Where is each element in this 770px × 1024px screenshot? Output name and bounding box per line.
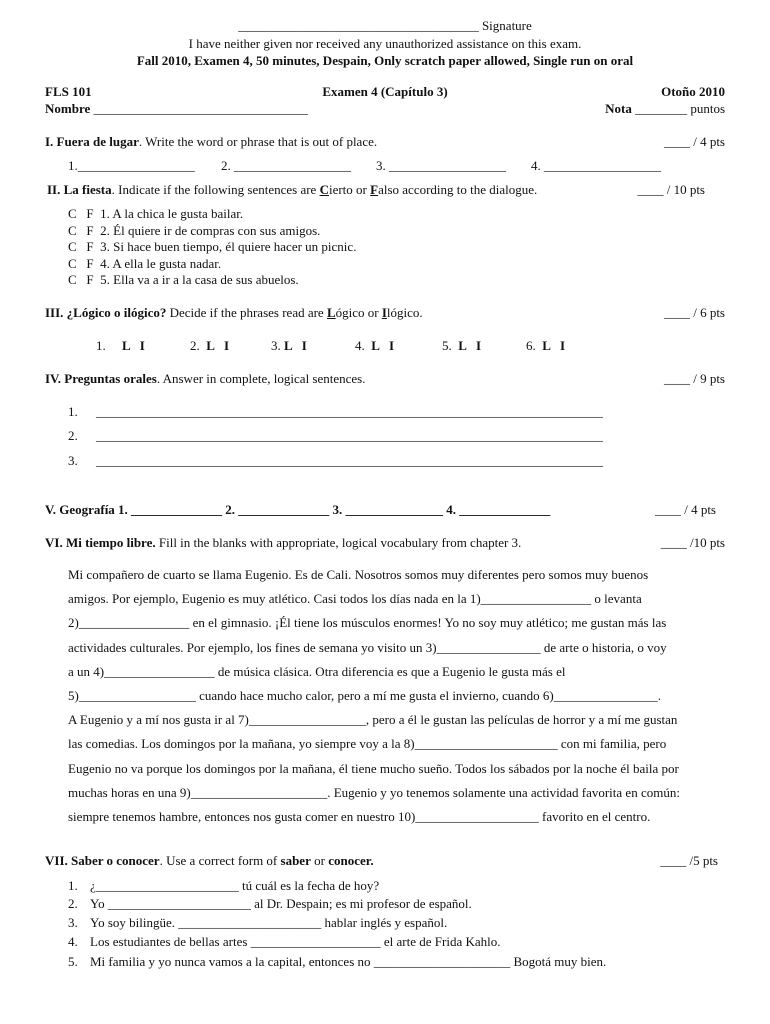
paragraph-line[interactable]: actividades culturales. Por ejemplo, los fines de semana yo visito un 3)________________ de arte o historia, o voy: [68, 639, 667, 655]
section-3-item-3[interactable]: [271, 338, 307, 354]
section-3-item-2[interactable]: [190, 338, 229, 354]
item-choices[interactable]: L I: [206, 338, 230, 353]
section-7-heading: [45, 853, 374, 869]
section-2-heading: [47, 182, 537, 198]
item-choices[interactable]: L I: [284, 338, 307, 353]
exam-title: Examen 4 (Capítulo 3): [322, 84, 448, 99]
item-number: 4.: [355, 338, 365, 353]
name-field[interactable]: [45, 101, 308, 117]
line-number: 2.: [68, 428, 78, 443]
line-number: 3.: [68, 453, 78, 468]
logico-rest: ógico: [335, 305, 365, 320]
section-2-item-4[interactable]: C F 4. A ella le gusta nadar.: [68, 256, 222, 271]
section-7-item-3[interactable]: [68, 915, 447, 931]
section-2-points: ____ / 10 pts: [637, 182, 705, 197]
item-choices[interactable]: L I: [371, 338, 395, 353]
section-2-item-5[interactable]: C F 5. Ella va a ir a la casa de sus abuelos.: [68, 272, 299, 287]
line-number: 1.: [68, 404, 78, 419]
item-number: 6.: [526, 338, 536, 353]
course-code: FLS 101: [45, 84, 92, 99]
name-blank[interactable]: _________________________________: [93, 101, 309, 116]
cierto-rest: ierto: [328, 182, 353, 197]
name-label: Nombre: [45, 101, 91, 116]
grade-label: Nota: [605, 101, 632, 116]
paragraph-line[interactable]: muchas horas en una 9)_____________________. Eugenio y yo tenemos solamente una actividad favorita en común:: [68, 784, 680, 800]
section-2-instructions-end: according to the dialogue.: [399, 182, 538, 197]
paragraph-line[interactable]: a un 4)_________________ de música clásica. Otra diferencia es que a Eugenio le gusta más el: [68, 663, 566, 679]
section-4-title: IV. Preguntas orales: [45, 371, 157, 386]
item-number: 3.: [68, 915, 78, 930]
paragraph-line[interactable]: las comedias. Los domingos por la mañana, yo siempre voy a la 8)______________________ con mi familia, pero: [68, 736, 667, 752]
section-4-line-1[interactable]: [68, 404, 603, 420]
falso-initial: F: [370, 182, 379, 197]
item-text[interactable]: Yo soy bilingüe. ______________________ hablar inglés y español.: [90, 915, 448, 930]
section-3-heading: [45, 305, 423, 321]
ilogico-rest: lógico.: [386, 305, 423, 320]
saber-word: saber: [280, 853, 311, 868]
conocer-word: conocer.: [328, 853, 374, 868]
section-5-geography[interactable]: V. Geografía 1. ______________ 2. ______________ 3. _______________ 4. ______________: [45, 502, 551, 517]
item-text[interactable]: ¿______________________ tú cuál es la fecha de hoy?: [90, 878, 380, 893]
item-number: 1.: [96, 338, 106, 353]
item-number: 2.: [190, 338, 200, 353]
section-6-paragraph[interactable]: [68, 563, 728, 829]
section-4-instructions: . Answer in complete, logical sentences.: [156, 371, 366, 386]
paragraph-line[interactable]: A Eugenio y a mí nos gusta ir al 7)__________________, pero a él le gustan las películas de horror y a mí me gustan: [68, 712, 678, 728]
section-7-or: or: [310, 853, 329, 868]
section-3-item-1[interactable]: [96, 338, 145, 354]
section-1-blank-4[interactable]: 4. __________________: [531, 158, 661, 173]
section-1-blank-3[interactable]: 3. __________________: [376, 158, 506, 173]
term: Otoño 2010: [661, 84, 725, 99]
item-choices[interactable]: L I: [542, 338, 566, 353]
honor-statement: I have neither given nor received any unauthorized assistance on this exam.: [188, 36, 582, 51]
section-2-title: II. La fiesta: [47, 182, 112, 197]
item-number: 3.: [271, 338, 281, 353]
section-7-item-4[interactable]: [68, 934, 501, 950]
item-number: 5.: [68, 954, 78, 969]
section-3-or: or: [364, 305, 382, 320]
paragraph-line[interactable]: siempre tenemos hambre, entonces nos gusta comer en nuestro 10)___________________ favorito en el centro.: [68, 809, 651, 825]
section-3-title: III. ¿Lógico o ilógico?: [45, 305, 167, 320]
section-6-title: VI. Mi tiempo libre.: [45, 535, 156, 550]
paragraph-line: Eugenio no va porque los domingos por la mañana, él tiene mucho sueño. Todos los sábados por la noche él baila por: [68, 760, 679, 776]
section-4-heading: [45, 371, 366, 387]
section-3-item-5[interactable]: [442, 338, 481, 354]
section-6-points: ____ /10 pts: [660, 535, 725, 550]
item-number: 1.: [68, 878, 78, 893]
answer-line[interactable]: ______________________________________________________________________________: [96, 404, 603, 419]
answer-line[interactable]: ______________________________________________________________________________: [96, 453, 603, 468]
item-text[interactable]: Yo ______________________ al Dr. Despain; es mi profesor de español.: [90, 896, 472, 911]
section-7-item-1[interactable]: [68, 878, 379, 894]
cierto-initial: C: [319, 182, 329, 197]
section-3-item-4[interactable]: [355, 338, 394, 354]
section-3-instructions: Decide if the phrases read are: [166, 305, 327, 320]
exam-info: Fall 2010, Examen 4, 50 minutes, Despain, Only scratch paper allowed, Single run on oral: [136, 53, 634, 68]
section-3-item-6[interactable]: [526, 338, 565, 354]
section-1-heading: [45, 134, 377, 150]
item-number: 4.: [68, 934, 78, 949]
answer-line[interactable]: ______________________________________________________________________________: [96, 428, 603, 443]
item-text[interactable]: Los estudiantes de bellas artes ____________________ el arte de Frida Kahlo.: [90, 934, 501, 949]
grade-unit: puntos: [690, 101, 725, 116]
section-7-item-2[interactable]: [68, 896, 472, 912]
section-7-instructions: . Use a correct form of: [159, 853, 281, 868]
section-1-points: ____ / 4 pts: [663, 134, 725, 149]
logico-initial: L: [326, 305, 336, 320]
section-6-instructions: Fill in the blanks with appropriate, logical vocabulary from chapter 3.: [155, 535, 522, 550]
section-7-item-5[interactable]: [68, 954, 606, 970]
paragraph-line[interactable]: amigos. Por ejemplo, Eugenio es muy atlético. Casi todos los días nada en la 1)_________________ o levanta: [68, 591, 642, 607]
paragraph-line: Mi compañero de cuarto se llama Eugenio. Es de Cali. Nosotros somos muy diferentes pero somos muy buenos: [68, 567, 649, 582]
item-choices[interactable]: L I: [458, 338, 482, 353]
section-7-title: VII. Saber o conocer: [45, 853, 160, 868]
grade-blank: ________: [635, 101, 688, 116]
item-choices[interactable]: L I: [122, 338, 145, 353]
section-3-points: ____ / 6 pts: [663, 305, 725, 320]
ilogico-initial: I: [381, 305, 387, 320]
item-text[interactable]: Mi familia y yo nunca vamos a la capital, entonces no _____________________ Bogotá muy bien.: [90, 954, 607, 969]
grade-field: [605, 101, 725, 117]
section-2-instructions: . Indicate if the following sentences are: [111, 182, 320, 197]
item-number: 2.: [68, 896, 78, 911]
signature-line: _____________________________________ Signature: [238, 18, 532, 33]
item-number: 5.: [442, 338, 452, 353]
section-2-item-1[interactable]: C F 1. A la chica le gusta bailar.: [68, 206, 244, 221]
section-1-blank-1[interactable]: 1.__________________: [68, 158, 195, 173]
section-1-instructions: . Write the word or phrase that is out of place.: [138, 134, 378, 149]
section-1-title: I. Fuera de lugar: [45, 134, 139, 149]
section-2-item-2[interactable]: C F 2. Él quiere ir de compras con sus amigos.: [68, 223, 321, 238]
paragraph-line[interactable]: 5)__________________ cuando hace mucho calor, pero a mí me gusta el invierno, cuando 6)________________.: [68, 688, 662, 704]
section-4-line-2[interactable]: [68, 428, 603, 444]
paragraph-line[interactable]: 2)_________________ en el gimnasio. ¡Él tiene los músculos enormes! Yo no soy muy atlético; me gustan más las: [68, 615, 667, 631]
section-4-line-3[interactable]: [68, 453, 603, 469]
section-4-points: ____ / 9 pts: [663, 371, 725, 386]
falso-rest: also: [378, 182, 400, 197]
section-5-points: ____ / 4 pts: [654, 502, 716, 517]
section-6-heading: [45, 535, 521, 551]
section-2-item-3[interactable]: C F 3. Si hace buen tiempo, él quiere hacer un picnic.: [68, 239, 357, 254]
section-7-points: ____ /5 pts: [660, 853, 718, 868]
section-1-blank-2[interactable]: 2. __________________: [221, 158, 351, 173]
section-2-or: or: [352, 182, 371, 197]
